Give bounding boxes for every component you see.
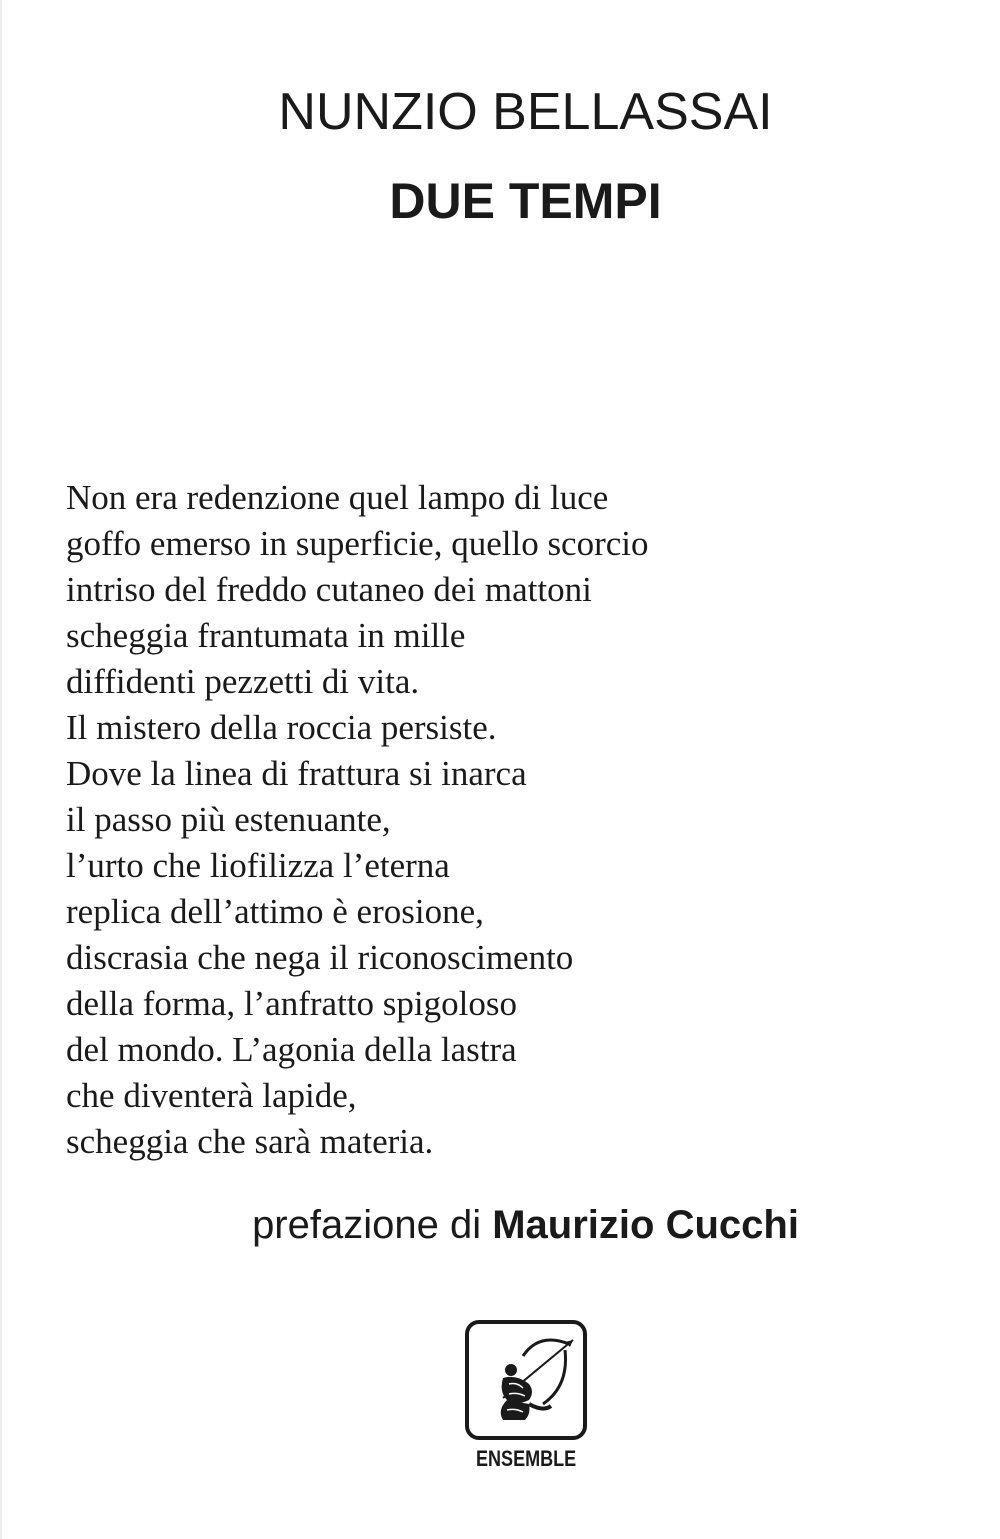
publisher-name: ENSEMBLE [475, 1446, 577, 1471]
poem-excerpt [66, 475, 826, 1165]
poem-line: discrasia che nega il riconoscimento [66, 938, 574, 977]
poem-line: del mondo. L’agonia della lastra [66, 1030, 517, 1069]
poem-line: replica dell’attimo è erosione, [66, 892, 484, 931]
archer-logo-icon [465, 1320, 587, 1440]
preface-label: prefazione di [252, 1203, 482, 1247]
poem-line: diffidenti pezzetti di vita. [66, 662, 420, 701]
preface-credit [2, 1203, 1000, 1248]
book-title: DUE TEMPI [389, 173, 662, 229]
poem-line: goffo emerso in superficie, quello scorcio [66, 524, 649, 563]
preface-author: Maurizio Cucchi [492, 1203, 799, 1247]
poem-line: della forma, l’anfratto spigoloso [66, 984, 517, 1023]
archer-logo-graphic [473, 1328, 579, 1432]
poem-line: Non era redenzione quel lampo di luce [66, 478, 609, 517]
poem-line: che diventerà lapide, [66, 1076, 357, 1115]
poem-line: scheggia frantumata in mille [66, 616, 466, 655]
poem-line: Il mistero della roccia persiste. [66, 708, 497, 747]
author-name: NUNZIO BELLASSAI [278, 83, 773, 141]
poem-line: Dove la linea di frattura si inarca [66, 754, 527, 793]
poem-line: l’urto che liofilizza l’eterna [66, 846, 450, 885]
poem-line: il passo più estenuante, [66, 800, 391, 839]
poem-line: scheggia che sarà materia. [66, 1122, 434, 1161]
poem-line: intriso del freddo cutaneo dei mattoni [66, 570, 592, 609]
